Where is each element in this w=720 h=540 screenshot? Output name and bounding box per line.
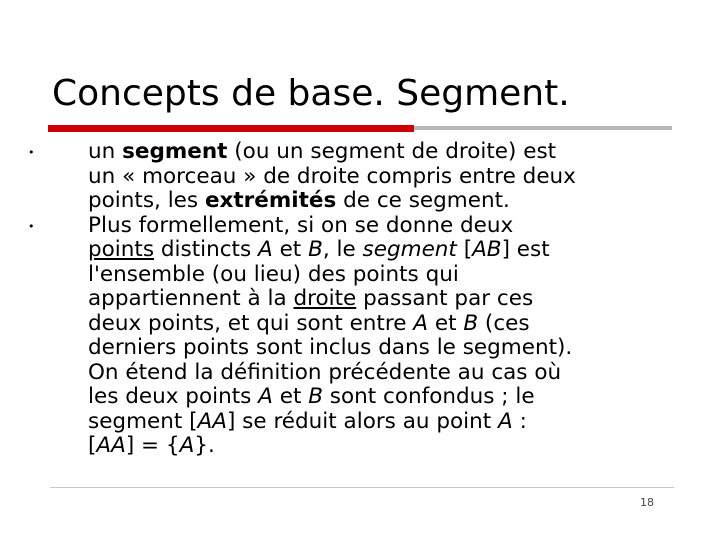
bullet-icon [28, 141, 35, 165]
text-run: }. [194, 433, 215, 458]
text-run: : [512, 408, 527, 434]
bullet-item [88, 140, 678, 214]
text-run: ] est [501, 237, 550, 262]
text-run: ] = { [125, 433, 180, 458]
text-line [88, 287, 678, 312]
bold-term: segment [122, 139, 228, 164]
text-line [88, 189, 678, 214]
text-run: passant par ces [356, 286, 534, 311]
italic-term: B [308, 237, 323, 262]
text-line [88, 263, 678, 288]
italic-term: AA [96, 433, 126, 458]
text-run: (ces [478, 310, 530, 336]
text-run: deux points, et qui sont entre [88, 310, 414, 336]
text-run: Plus formellement, si on se donne deux [88, 212, 514, 238]
text-run: et [272, 237, 309, 262]
text-run: sont confondus ; le [322, 384, 535, 409]
text-line [88, 238, 678, 263]
title-underline-gray [414, 126, 672, 130]
italic-term: A [179, 433, 195, 458]
text-run: et [272, 384, 309, 409]
text-run: ] se réduit alors au point [226, 408, 499, 434]
text-line [88, 214, 678, 239]
text-run: l'ensemble (ou lieu) des points qui [88, 261, 459, 287]
text-run: On étend la définition précédente au cas où [88, 359, 562, 385]
italic-term: AB [472, 237, 502, 262]
text-line [88, 410, 678, 435]
text-run: [ [88, 433, 97, 458]
text-run: segment [ [88, 408, 198, 434]
text-run: un « morceau » de droite compris entre deux [88, 163, 576, 189]
text-run: , le [322, 237, 363, 262]
text-run: de ce segment. [336, 188, 510, 213]
text-run: distincts [154, 237, 259, 262]
text-line [88, 385, 678, 410]
text-run: derniers points sont inclus dans le segment). [88, 335, 573, 360]
slide-title: Concepts de base. Segment. [52, 73, 570, 114]
italic-term: A [413, 310, 429, 336]
text-run: les deux points [88, 384, 259, 409]
slide-body [88, 140, 678, 459]
page-number: 18 [640, 496, 654, 509]
text-line [88, 336, 678, 361]
hyperlink[interactable]: droite [293, 286, 357, 311]
text-run: un [88, 139, 123, 164]
text-line [88, 312, 678, 337]
title-underline-accent [48, 125, 414, 132]
text-line [88, 140, 678, 165]
text-line [88, 361, 678, 386]
text-run: points, les [88, 188, 205, 213]
hyperlink[interactable]: points [88, 237, 155, 262]
text-line [88, 434, 678, 459]
italic-term: A [258, 237, 273, 262]
italic-term: AA [197, 408, 227, 434]
italic-term: segment [362, 237, 457, 262]
text-run: [ [456, 237, 473, 262]
text-run: et [428, 310, 464, 336]
text-line [88, 165, 678, 190]
italic-term: B [463, 310, 479, 336]
bold-term: extrémités [204, 188, 337, 213]
footer-divider [50, 487, 674, 488]
italic-term: B [308, 384, 323, 409]
italic-term: A [258, 384, 273, 409]
italic-term: A [498, 408, 513, 434]
text-run: (ou un segment de droite) est [227, 139, 557, 164]
bullet-item [88, 214, 678, 459]
bullet-icon [28, 215, 35, 239]
text-run: appartiennent à la [88, 286, 294, 311]
